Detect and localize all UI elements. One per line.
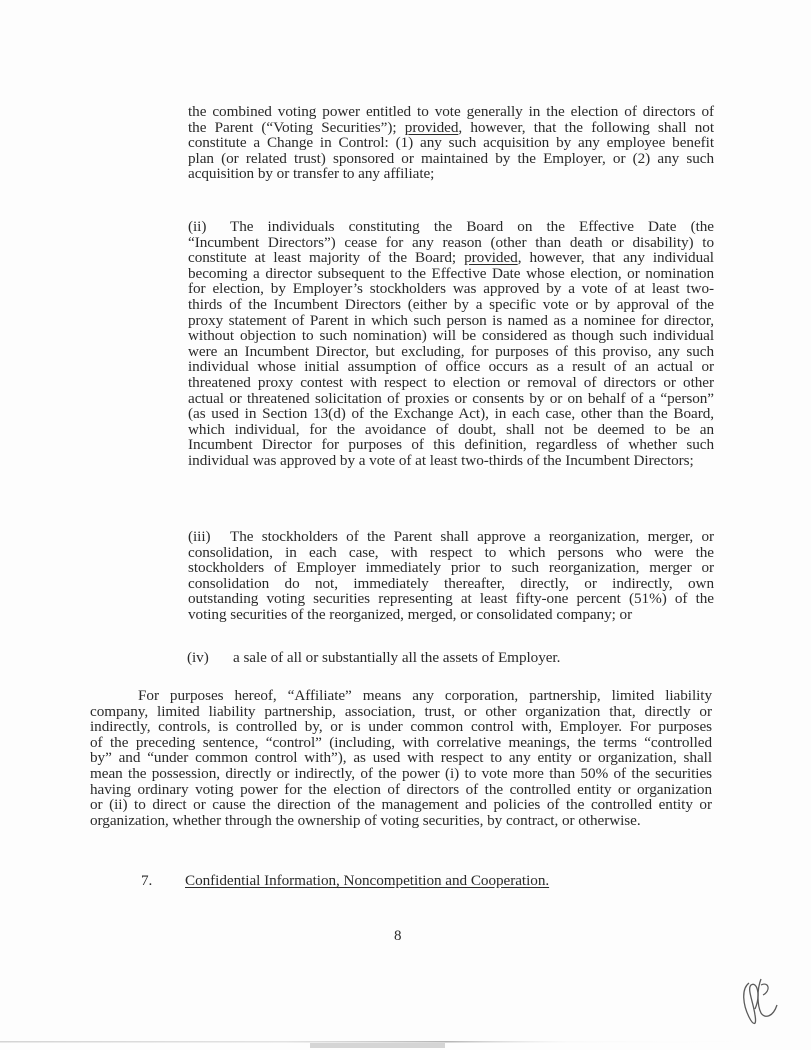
- text-line: For purposes hereof, “Affiliate” means any corporation, partnership, limited liability: [138, 687, 712, 704]
- clause-label: (iv): [187, 649, 209, 666]
- text-span: constitute at least majority of the Board;: [188, 249, 465, 267]
- clause-iv: [187, 650, 713, 666]
- text-line: consolidation do not, immediately thereafter, directly, or indirectly, own: [188, 574, 714, 592]
- scan-edge-artifact: [0, 1038, 811, 1050]
- text-line: mean the possession, directly or indirectly, of the power (i) to vote more than 50% of the securities: [90, 764, 712, 782]
- text-line: (as used in Section 13(d) of the Exchange Act), in each case, other than the Board,: [188, 405, 714, 423]
- section-number: 7.: [141, 872, 153, 889]
- text-line: proxy statement of Parent in which such person is named as a nominee for director,: [188, 311, 714, 329]
- text-line: acquisition by or transfer to any affiliate;: [188, 165, 435, 183]
- handwritten-initials-icon: [735, 975, 785, 1035]
- text-span: , however, that the following shall not: [458, 118, 714, 136]
- text-span: The individuals constituting the Board on the Effective Date (the: [230, 218, 714, 235]
- text-line: plan (or related trust) sponsored or maintained by the Employer, or (2) any such: [188, 149, 714, 167]
- text-line: without objection to such nomination) will be considered as though such individual: [188, 327, 714, 345]
- text-line: consolidation, in each case, with respect to which persons who were the: [188, 543, 714, 561]
- text-line: stockholders of Employer immediately prior to such reorganization, merger or: [188, 559, 714, 577]
- text-line: thirds of the Incumbent Directors (either by a specific vote or by approval of the: [188, 295, 714, 313]
- text-line: organization, whether through the ownership of voting securities, by contract, or otherwise.: [90, 811, 641, 829]
- text-span: the Parent (“Voting Securities”);: [188, 118, 405, 136]
- text-line: Incumbent Director for purposes of this definition, regardless of whether such: [188, 436, 714, 454]
- text-line: by” and “under common control with”), as used with respect to any entity or organization, shall: [90, 749, 712, 767]
- text-line: individual whose initial assumption of office occurs as a result of an actual or: [188, 358, 714, 376]
- text-span: , however, that any individual: [517, 249, 714, 267]
- text-line: outstanding voting securities representing at least fifty-one percent (51%) of the: [188, 590, 714, 608]
- text-line: becoming a director subsequent to the Effective Date whose election, or nomination: [188, 264, 714, 282]
- text-line: of the preceding sentence, “control” (including, with correlative meanings, the terms “controlled: [90, 733, 712, 751]
- clause-i-continuation: [188, 104, 714, 182]
- text-line: [187, 650, 713, 666]
- text-line: “Incumbent Directors”) cease for any reason (other than death or disability) to: [188, 233, 714, 251]
- text-line: or (ii) to direct or cause the direction of the management and policies of the controlled entity or: [90, 796, 712, 814]
- clause-label: (ii): [188, 218, 207, 235]
- section-7-heading: [141, 873, 561, 889]
- affiliate-definition-paragraph: [90, 688, 712, 828]
- text-line: [188, 250, 714, 266]
- text-line: company, limited liability partnership, association, trust, or other organization that, directly or: [90, 702, 712, 720]
- text-line: for election, by Employer’s stockholders was approved by a vote of at least two-: [188, 280, 714, 298]
- text-line: were an Incumbent Director, but excluding, for purposes of this proviso, any such: [188, 342, 714, 360]
- text-span: The stockholders of the Parent shall approve a reorganization, merger, or: [230, 528, 714, 545]
- text-line: voting securities of the reorganized, merged, or consolidated company; or: [188, 605, 633, 623]
- section-title: Confidential Information, Noncompetition and Cooperation.: [185, 872, 550, 889]
- text-span: a sale of all or substantially all the assets of Employer.: [233, 649, 561, 666]
- text-line: [188, 219, 714, 235]
- text-line: constitute a Change in Control: (1) any such acquisition by any employee benefit: [188, 134, 714, 152]
- text-line: the combined voting power entitled to vote generally in the election of directors of: [188, 103, 714, 120]
- provided-underlined: provided: [464, 249, 518, 267]
- text-line: [188, 120, 714, 136]
- provided-underlined: provided: [404, 118, 459, 136]
- text-line: [188, 529, 714, 545]
- page-number: 8: [394, 928, 402, 944]
- text-line: which individual, for the avoidance of doubt, shall not be deemed to be an: [188, 420, 714, 438]
- clause-label: (iii): [188, 528, 211, 545]
- text-line: individual was approved by a vote of at least two-thirds of the Incumbent Directors;: [188, 451, 694, 469]
- text-line: threatened proxy contest with respect to election or removal of directors or other: [188, 373, 714, 391]
- text-line: having ordinary voting power for the election of directors of the controlled entity or organization: [90, 780, 712, 798]
- clause-ii: [188, 219, 714, 469]
- text-line: indirectly, controls, is controlled by, or is under common control with, Employer. For purposes: [90, 718, 712, 736]
- text-line: actual or threatened solicitation of proxies or consents by or on behalf of a “person”: [188, 389, 714, 407]
- text-line: [141, 873, 561, 889]
- clause-iii: [188, 529, 714, 623]
